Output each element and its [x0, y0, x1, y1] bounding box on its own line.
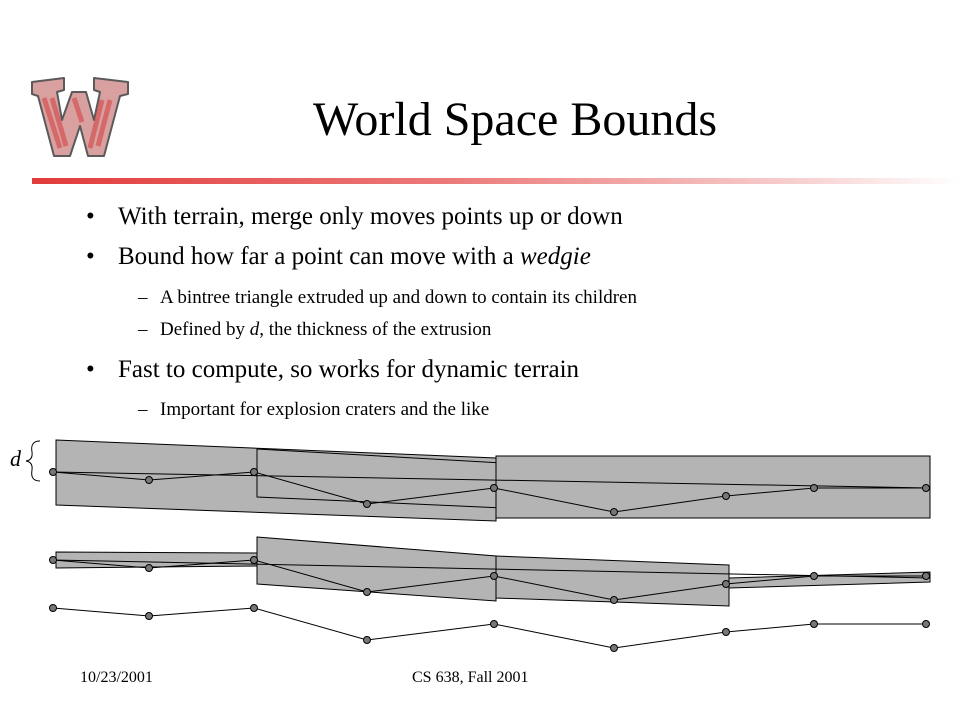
d-label: d	[10, 446, 21, 471]
slide-title: World Space Bounds	[312, 93, 718, 146]
bullet-text: With terrain, merge only moves points up or down	[118, 203, 623, 230]
wedgie-box	[257, 537, 496, 601]
dash-glyph: –	[138, 319, 148, 340]
sub-bullet-text: A bintree triangle extruded up and down to contain its children	[160, 287, 637, 308]
bullet-text: Fast to compute, so works for dynamic terrain	[118, 356, 580, 383]
sub-bullet-emphasis: d	[249, 319, 260, 340]
sub-bullet-text: , the thickness of the extrusion	[259, 319, 492, 340]
footer-course: CS 638, Fall 2001	[412, 669, 529, 686]
bullet-glyph: •	[86, 203, 95, 230]
terrain-vertices	[50, 605, 930, 652]
d-brace	[26, 441, 40, 481]
bullet-glyph: •	[86, 356, 95, 383]
sub-bullet-text: Defined by	[160, 319, 250, 340]
dash-glyph: –	[138, 287, 148, 308]
terrain-polyline	[53, 608, 926, 648]
footer-date: 10/23/2001	[80, 669, 153, 686]
bullet-glyph: •	[86, 243, 95, 270]
bullet-text: Bound how far a point can move with a	[118, 243, 520, 270]
dash-glyph: –	[138, 399, 148, 420]
bullet-emphasis: wedgie	[520, 243, 591, 270]
sub-bullet-text: Important for explosion craters and the like	[160, 399, 490, 420]
wedgie-box	[56, 552, 257, 568]
